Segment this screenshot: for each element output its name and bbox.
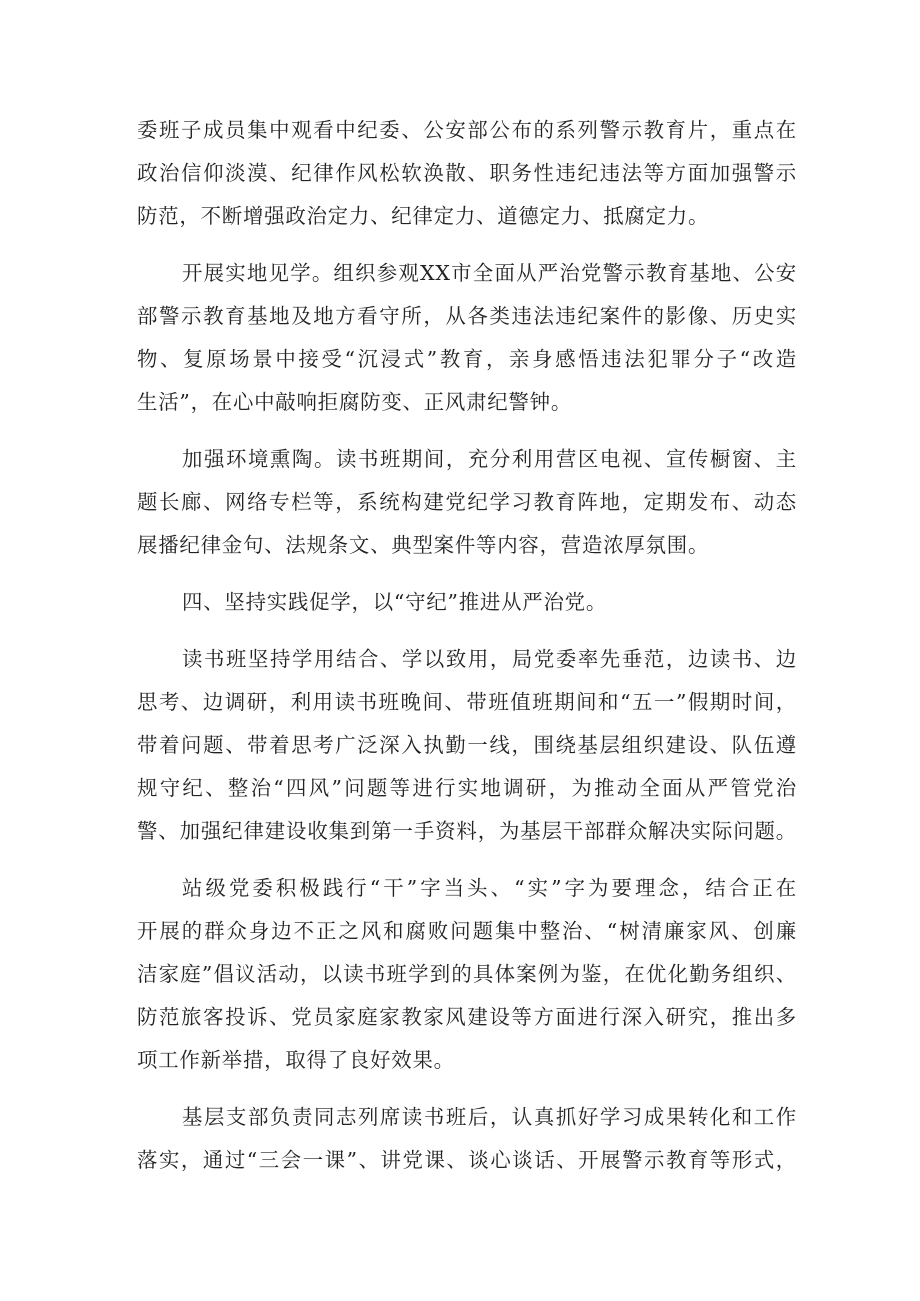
text-line: 项工作新举措，取得了良好效果。 [137, 1048, 455, 1072]
text-line: 落实，通过“三会一课”、讲党课、谈心谈话、开展警示教育等形式， [137, 1148, 797, 1172]
text-line: 展播纪律金句、法规条文、典型案件等内容，营造浓厚氛围。 [137, 533, 710, 557]
text-line: 物、复原场景中接受“沉浸式”教育，亲身感悟违法犯罪分子“改造 [137, 347, 797, 371]
text-line: 防范，不断增强政治定力、纪律定力、道德定力、抵腐定力。 [137, 204, 710, 228]
text-line: 部警示教育基地及地方看守所，从各类违法违纪案件的影像、历史实 [137, 304, 797, 328]
text-line: 基层支部负责同志列席读书班后，认真抓好学习成果转化和工作 [182, 1105, 797, 1129]
text-line: 开展的群众身边不正之风和腐败问题集中整治、“树清廉家风、创廉 [137, 919, 797, 943]
text-line: 带着问题、带着思考广泛深入执勤一线，围绕基层组织建设、队伍遵 [137, 733, 797, 757]
section-heading: 四、坚持实践促学，以“守纪”推进从严治党。 [182, 590, 608, 614]
text-line: 思考、边调研，利用读书班晚间、带班值班期间和“五一”假期时间， [137, 690, 797, 714]
text-line: 委班子成员集中观看中纪委、公安部公布的系列警示教育片，重点在 [137, 118, 797, 142]
text-line: 开展实地见学。组织参观XX市全面从严治党警示教育基地、公安 [182, 261, 797, 285]
text-line: 洁家庭”倡议活动，以读书班学到的具体案例为鉴，在优化勤务组织、 [137, 962, 797, 986]
text-line: 规守纪、整治“四风”问题等进行实地调研，为推动全面从严管党治 [137, 776, 797, 800]
text-line: 加强环境熏陶。读书班期间，充分利用营区电视、宣传橱窗、主 [182, 447, 797, 471]
text-line: 警、加强纪律建设收集到第一手资料，为基层干部群众解决实际问题。 [137, 819, 797, 843]
text-line: 题长廊、网络专栏等，系统构建党纪学习教育阵地，定期发布、动态 [137, 490, 797, 514]
text-line: 生活”，在心中敲响拒腐防变、正风肃纪警钟。 [137, 390, 573, 414]
text-line: 读书班坚持学用结合、学以致用，局党委率先垂范，边读书、边 [182, 647, 797, 671]
text-line: 站级党委积极践行“干”字当头、“实”字为要理念，结合正在 [182, 876, 797, 900]
text-line: 防范旅客投诉、党员家庭家教家风建设等方面进行深入研究，推出多 [137, 1005, 797, 1029]
text-line: 政治信仰淡漠、纪律作风松软涣散、职务性违纪违法等方面加强警示 [137, 161, 797, 185]
